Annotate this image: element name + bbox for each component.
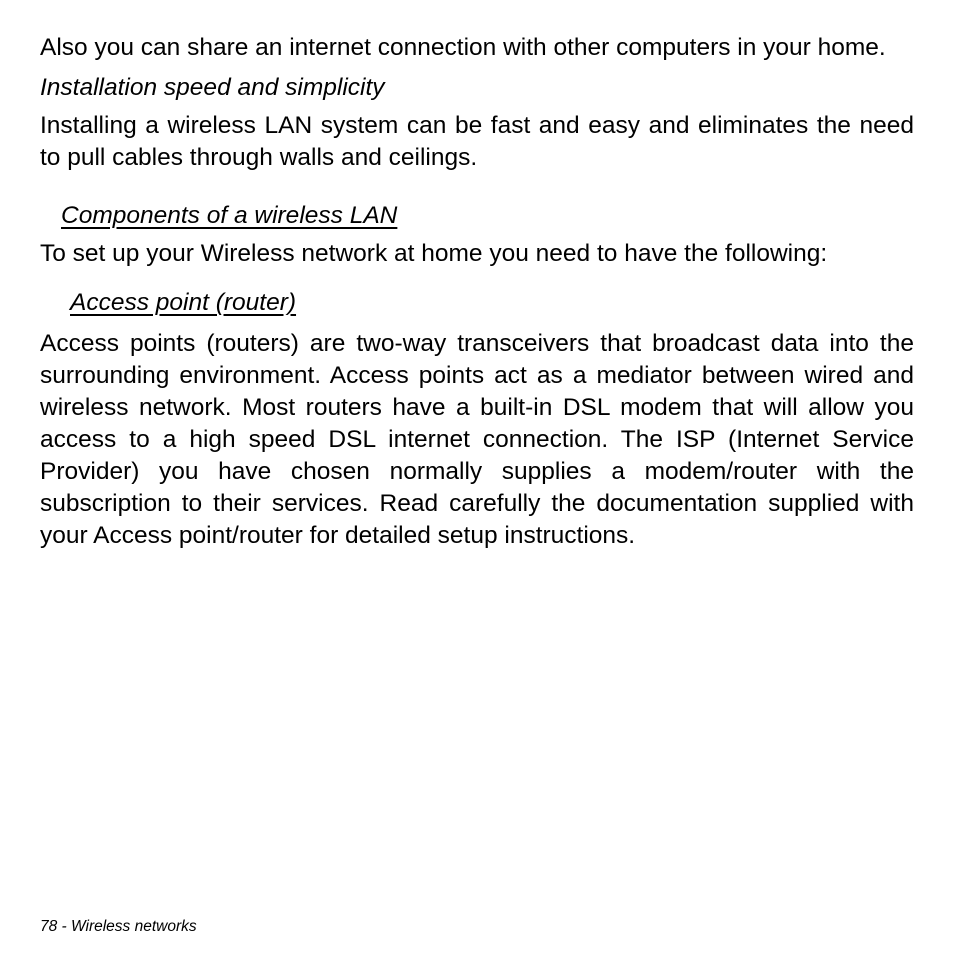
paragraph-access-point: Access points (routers) are two-way transceivers that broadcast data into the surrounding environment. Access points act as a mediator between wired and wireless network. Most routers have a built-in DSL modem that will allow you access to a high speed DSL internet connection. The ISP (Internet Service Provider) you have chosen normally supplies a modem/router with the subscription to their services. Read carefully the documentation supplied with your Access point/router for detailed setup instructions. [40,330,914,549]
page-footer: 78 - Wireless networks [40,918,197,935]
heading-components-link[interactable]: Components of a wireless LAN [61,202,398,229]
heading-installation-speed: Installation speed and simplicity [40,74,385,101]
heading-access-point-link[interactable]: Access point (router) [70,289,297,316]
paragraph-installation: Installing a wireless LAN system can be fast and easy and eliminates the need to pull cables through walls and ceilings. [40,112,914,171]
paragraph-share-connection: Also you can share an internet connection with other computers in your home. [40,34,886,61]
paragraph-components: To set up your Wireless network at home you need to have the following: [40,240,828,267]
